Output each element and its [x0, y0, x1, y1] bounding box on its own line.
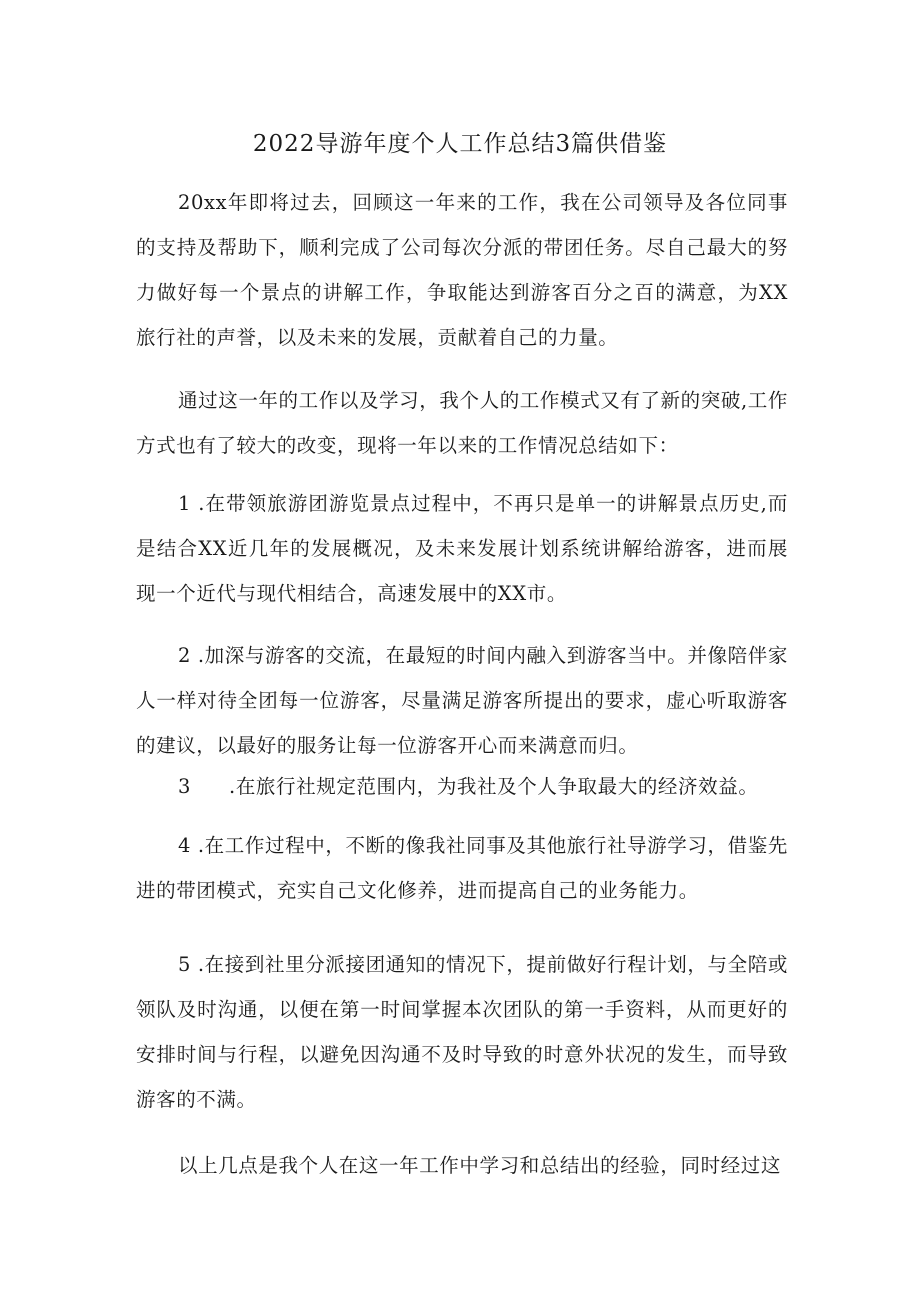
list-item-5: 5 .在接到社里分派接团通知的情况下，提前做好行程计划，与全陪或领队及时沟通，以便在第一时间掌握本次团队的第一手资料，从而更好的安排时间与行程，以避免因沟通不及时导致的时意外状况的发生，而导致游客的不满。 [136, 953, 788, 1111]
list-item-2: 2 .加深与游客的交流，在最短的时间内融入到游客当中。并像陪伴家人一样对待全团每一位游客，尽量满足游客所提出的要求，虚心听取游客的建议，以最好的服务让每一位游客开心而来满意而归。 [136, 644, 788, 757]
list-item-1: 1 .在带领旅游团游览景点过程中，不再只是单一的讲解景点历史,而是结合XX近几年的发展概况，及未来发展计划系统讲解给游客，进而展现一个近代与现代相结合，高速发展中的XX市。 [136, 492, 788, 605]
paragraph-summary-lead: 通过这一年的工作以及学习，我个人的工作模式又有了新的突破,工作方式也有了较大的改变，现将一年以来的工作情况总结如下： [136, 389, 788, 457]
list-item-3-number: 3 [178, 775, 192, 798]
list-item-4: 4 .在工作过程中，不断的像我社同事及其他旅行社导游学习，借鉴先进的带团模式，充实自己文化修养，进而提高自己的业务能力。 [136, 834, 788, 902]
paragraph-closing: 以上几点是我个人在这一年工作中学习和总结出的经验，同时经过这 [178, 1154, 782, 1177]
paragraph-intro: 20xx年即将过去，回顾这一年来的工作，我在公司领导及各位同事的支持及帮助下，顺利完成了公司每次分派的带团任务。尽自己最大的努力做好每一个景点的讲解工作，争取能达到游客百分之百的满意，为XX旅行社的声誉，以及未来的发展，贡献着自己的力量。 [136, 191, 788, 349]
list-item-3 [136, 764, 788, 809]
document-title: 2022导游年度个人工作总结3篇供借鉴 [252, 131, 668, 157]
list-item-3-text: .在旅行社规定范围内，为我社及个人争取最大的经济效益。 [229, 775, 759, 798]
